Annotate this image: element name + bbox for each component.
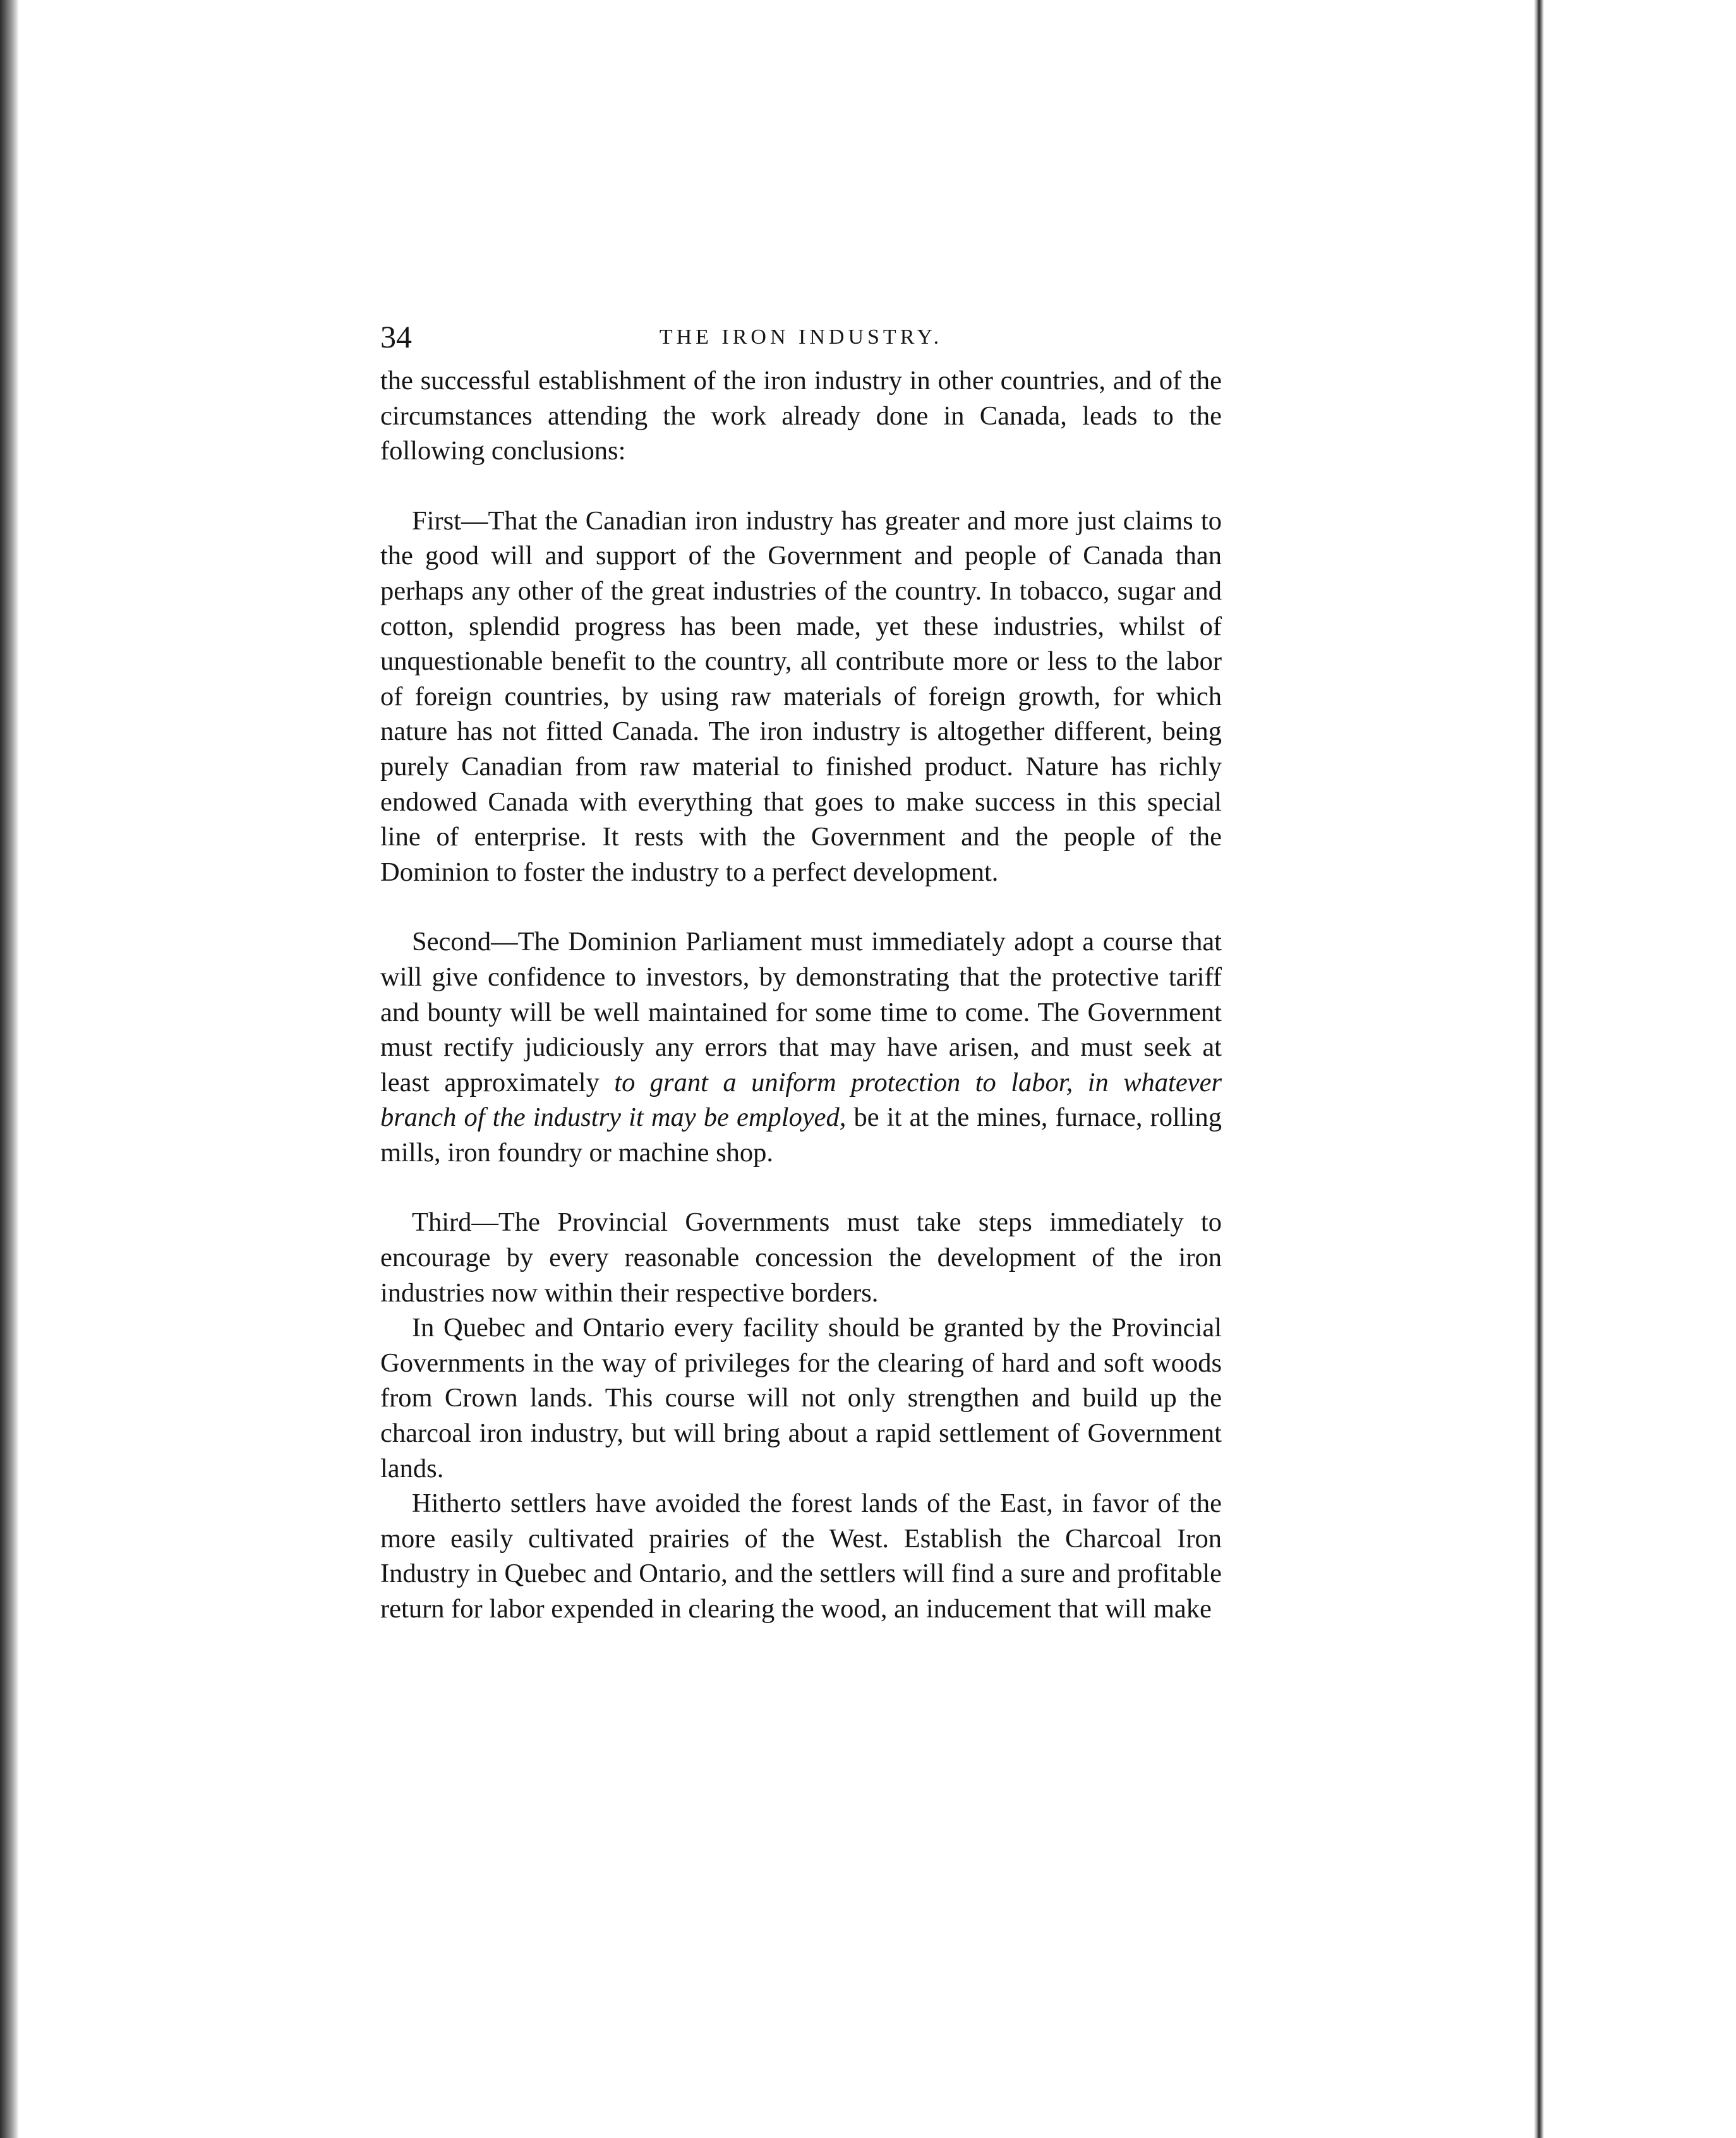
paragraph-hitherto: Hitherto settlers have avoided the forest lands of the East, in favor of the more easily cultivated prairies of the West. Establish the Charcoal Iron Industry in Quebec and Ontario, and the settlers will find a sure and profitable return for labor expended in clearing the wood, an inducement that will make (380, 1489, 1222, 1624)
paragraph-second-text-after: be it at the mines, furnace, rolling mills, iron foundry or machine shop. (380, 1102, 1222, 1168)
paragraph-intro: the successful establishment of the iron industry in other countries, and of the circumstances attending the work already done in Canada, leads to the following conclusions: (380, 366, 1222, 466)
running-head (380, 313, 1222, 363)
scan-edge-left (0, 0, 19, 2138)
paragraph-third: Third—The Provincial Governments must take steps immediately to encourage by every reasonable concession the development of the iron industries now within their respective borders. (380, 1207, 1222, 1308)
page-number: 34 (380, 319, 412, 354)
paragraph-first: First—That the Canadian iron industry has greater and more just claims to the good will and support of the Government and people of Canada than perhaps any other of the great industries of the country. In tobacco, sugar and cotton, splendid progress has been made, yet these industries, whilst of unquestionable benefit to the country, all contribute more or less to the labor of foreign countries, by using raw materials of foreign growth, for which nature has not fitted Canada. The iron industry is altogether different, being purely Canadian from raw material to finished product. Nature has richly endowed Canada with everything that goes to make success in this special line of enterprise. It rests with the Government and the people of the Dominion to foster the industry to a perfect development. (380, 505, 1222, 887)
paragraph-second (380, 924, 1222, 1170)
document-page (380, 313, 1222, 1627)
scan-edge-right (1534, 0, 1544, 2138)
paragraph-second-italic-phrase: to grant a uniform protection to labor, in whatever branch of the industry it may be employed, (380, 1067, 1222, 1133)
paragraph-second-text-before: Second—The Dominion Parliament must immediately adopt a course that will give confidence to investors, by demonstrating that the protective tariff and bounty will be well maintained for some time to come. The Government must rectify judiciously any errors that may have arisen, and must seek at least approximately (380, 927, 1222, 1097)
paragraph-quebec-ontario: In Quebec and Ontario every facility should be granted by the Provincial Governments in the way of privileges for the clearing of hard and soft woods from Crown lands. This course will not only strengthen and build up the charcoal iron industry, but will bring about a rapid settlement of Government lands. (380, 1313, 1222, 1483)
running-title: THE IRON INDUSTRY. (659, 325, 943, 349)
